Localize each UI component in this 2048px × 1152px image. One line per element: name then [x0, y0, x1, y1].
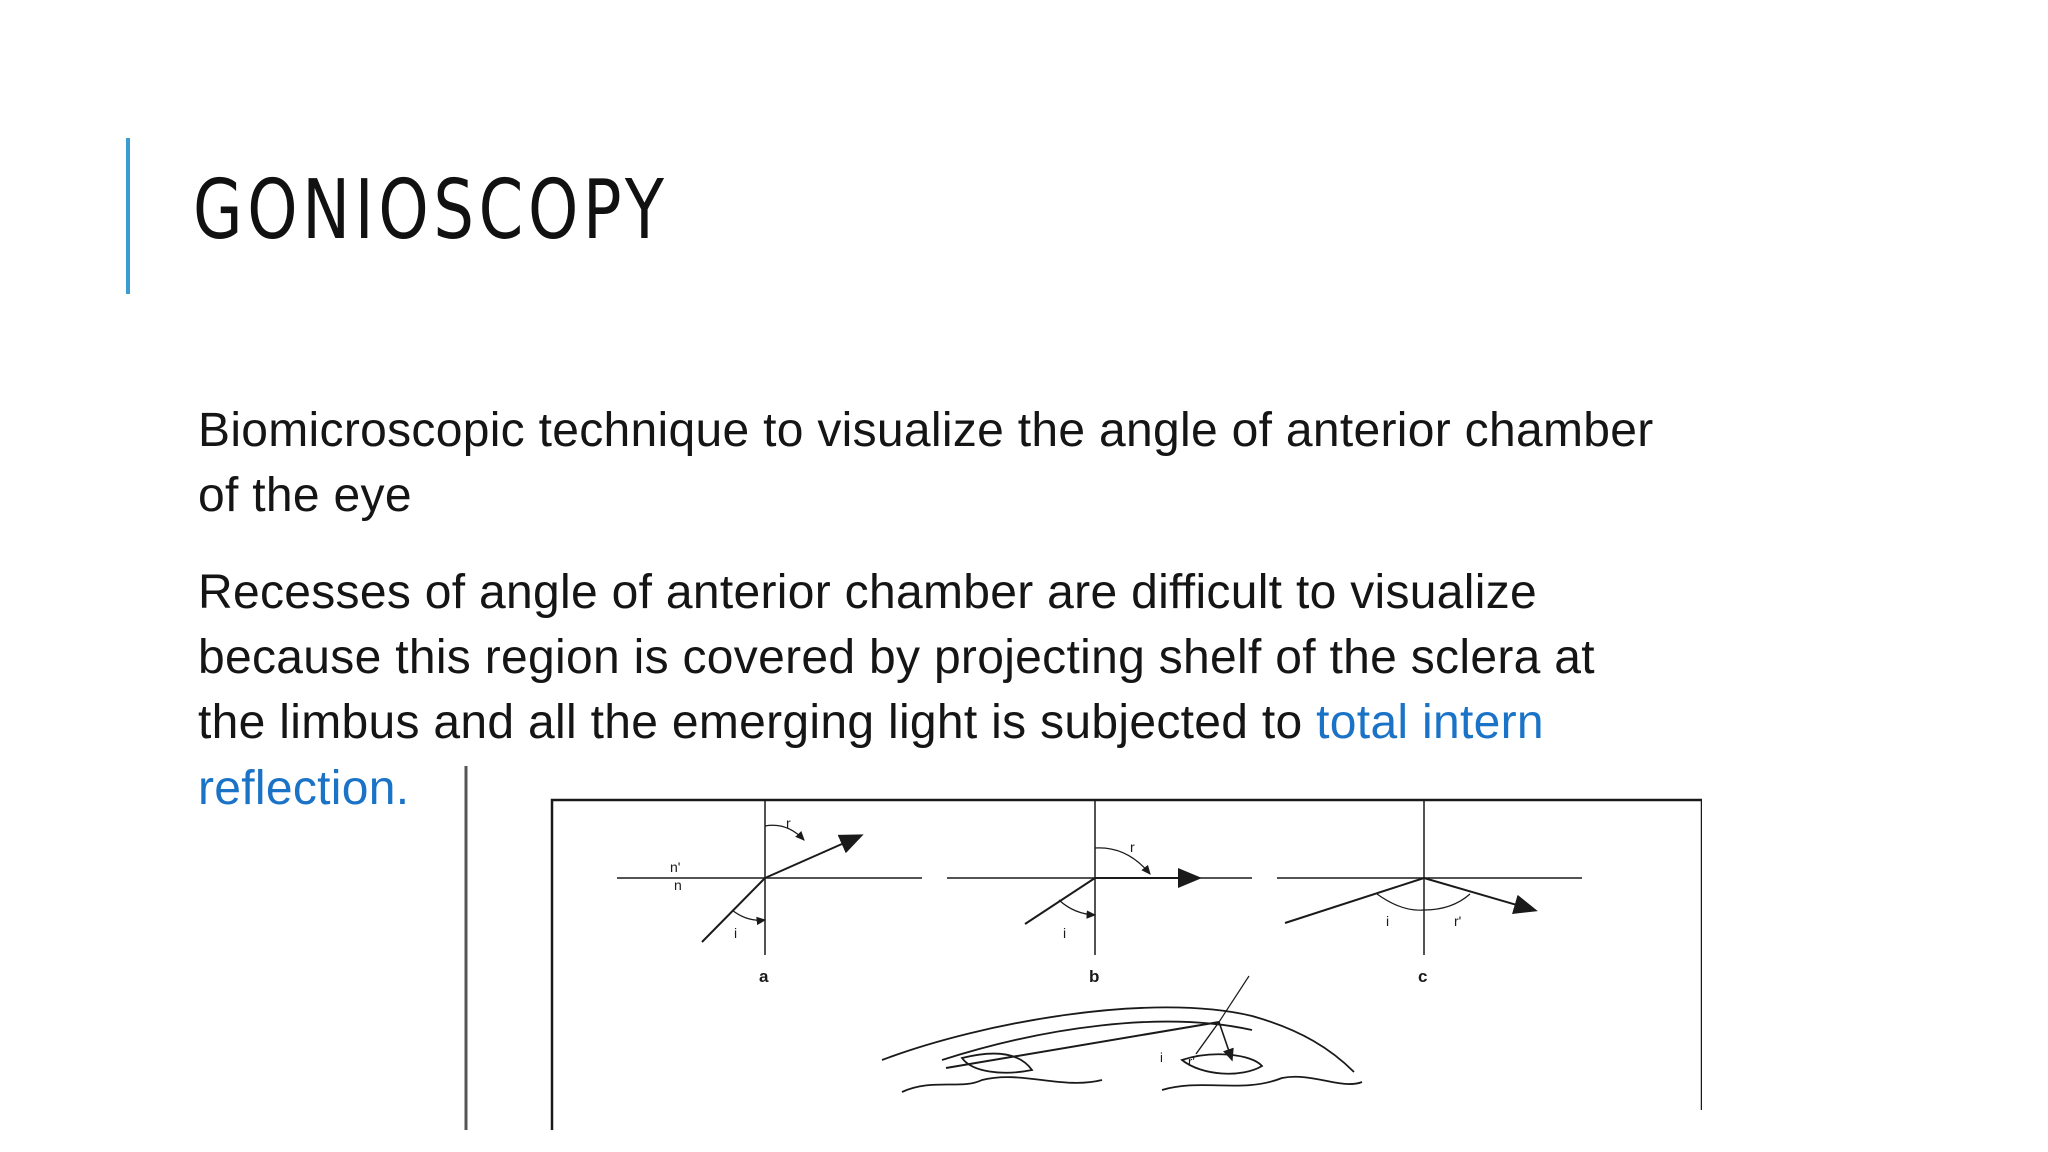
label-r-a: r — [786, 815, 791, 831]
slide-title: GONIOSCOPY — [193, 163, 669, 258]
total-internal-reflection-link[interactable]: total intern — [1316, 696, 1544, 749]
total-internal-reflection-link-continued[interactable]: reflection. — [198, 762, 410, 815]
paragraph-explanation — [198, 560, 1898, 755]
panel-a — [617, 800, 922, 986]
paragraph-line — [198, 690, 1898, 755]
label-i-b: i — [1063, 925, 1067, 941]
paragraph-line: Biomicroscopic technique to visualize the angle of anterior chamber — [198, 404, 1654, 457]
label-i-c: i — [1386, 913, 1390, 929]
refraction-diagram-svg — [462, 760, 1702, 1130]
label-n-prime: n' — [670, 859, 681, 875]
paragraph-line: of the eye — [198, 469, 412, 522]
label-n: n — [674, 877, 682, 893]
label-a: a — [759, 967, 769, 986]
title-accent-bar — [126, 138, 130, 294]
label-r-prime-eye: r' — [1188, 1054, 1195, 1069]
figure-frame — [552, 800, 1702, 1130]
paragraph-line: because this region is covered by projecting shelf of the sclera at — [198, 631, 1595, 684]
label-c: c — [1418, 967, 1428, 986]
label-b: b — [1089, 967, 1100, 986]
paragraph-text: the limbus and all the emerging light is subjected to — [198, 696, 1317, 749]
label-r-b: r — [1130, 839, 1135, 855]
label-i-eye: i — [1160, 1050, 1163, 1065]
label-i-a: i — [734, 925, 738, 941]
panel-b — [947, 800, 1252, 986]
paragraph-line: Recesses of angle of anterior chamber are difficult to visualize — [198, 566, 1537, 619]
panel-c — [1277, 800, 1582, 986]
paragraph-definition — [198, 398, 1898, 528]
refraction-diagram — [462, 760, 1702, 1130]
eye-cross-section — [882, 976, 1362, 1092]
label-r-prime-c: r' — [1454, 913, 1462, 929]
